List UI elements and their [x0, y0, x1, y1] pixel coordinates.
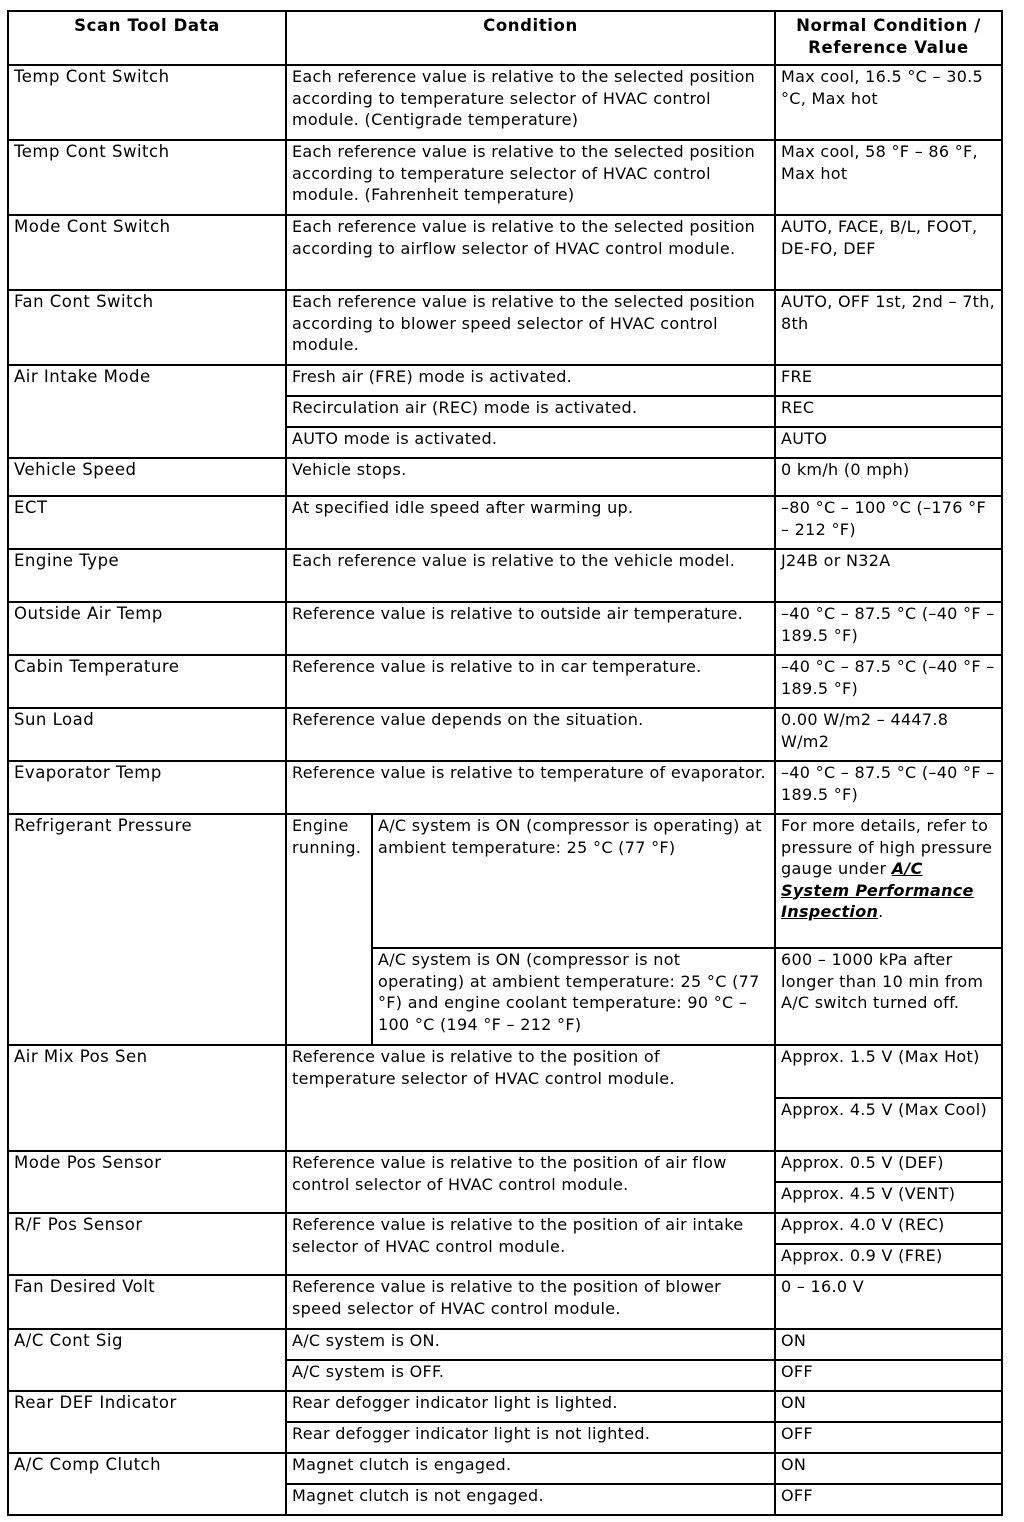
condition-cell: A/C system is OFF.	[286, 1360, 775, 1391]
param-cell: R/F Pos Sensor	[8, 1213, 286, 1275]
header-condition: Condition	[286, 11, 775, 65]
param-cell: A/C Comp Clutch	[8, 1453, 286, 1515]
value-cell: REC	[775, 396, 1002, 427]
condition-cell: Magnet clutch is not engaged.	[286, 1484, 775, 1515]
value-cell: ON	[775, 1453, 1002, 1484]
condition-cell: Magnet clutch is engaged.	[286, 1453, 775, 1484]
param-cell: Engine Type	[8, 549, 286, 602]
table-row	[8, 761, 1002, 814]
value-cell: ON	[775, 1329, 1002, 1360]
condition-cell: Rear defogger indicator light is not lighted.	[286, 1422, 775, 1453]
param-cell: ECT	[8, 496, 286, 549]
param-cell: Outside Air Temp	[8, 602, 286, 655]
table-row	[8, 708, 1002, 761]
condition-cell: Each reference value is relative to the selected position according to airflow selector of HVAC control module.	[286, 215, 775, 290]
condition-cell: Each reference value is relative to the vehicle model.	[286, 549, 775, 602]
condition-cell: Reference value is relative to the position of air intake selector of HVAC control module.	[286, 1213, 775, 1275]
sub-condition-cell: Engine running.	[286, 814, 372, 1045]
condition-cell: Reference value is relative to in car temperature.	[286, 655, 775, 708]
condition-cell: Reference value is relative to the position of blower speed selector of HVAC control module.	[286, 1275, 775, 1329]
table-row	[8, 458, 1002, 496]
condition-cell: Recirculation air (REC) mode is activated.	[286, 396, 775, 427]
value-cell: ON	[775, 1391, 1002, 1422]
value-cell: FRE	[775, 365, 1002, 396]
header-normal-condition: Normal Condition / Reference Value	[775, 11, 1002, 65]
value-period: .	[878, 902, 884, 921]
param-cell: Vehicle Speed	[8, 458, 286, 496]
param-cell: Fan Desired Volt	[8, 1275, 286, 1329]
value-cell: Approx. 4.0 V (REC)	[775, 1213, 1002, 1244]
condition-cell: Reference value is relative to the position of temperature selector of HVAC control module.	[286, 1045, 775, 1151]
table-row	[8, 549, 1002, 602]
condition-cell: Reference value is relative to outside air temperature.	[286, 602, 775, 655]
table-row	[8, 65, 1002, 140]
param-cell: Refrigerant Pressure	[8, 814, 286, 1045]
condition-cell: Rear defogger indicator light is lighted.	[286, 1391, 775, 1422]
value-cell: 0.00 W/m2 – 4447.8 W/m2	[775, 708, 1002, 761]
value-cell: –40 °C – 87.5 °C (–40 °F – 189.5 °F)	[775, 655, 1002, 708]
param-cell: Fan Cont Switch	[8, 290, 286, 365]
table-row	[8, 814, 1002, 948]
spec-table	[7, 10, 1003, 1516]
param-cell: A/C Cont Sig	[8, 1329, 286, 1391]
value-cell: Approx. 4.5 V (Max Cool)	[775, 1098, 1002, 1151]
param-cell: Rear DEF Indicator	[8, 1391, 286, 1453]
value-cell: Approx. 1.5 V (Max Hot)	[775, 1045, 1002, 1098]
table-row	[8, 1453, 1002, 1484]
table-row	[8, 1275, 1002, 1329]
param-cell: Sun Load	[8, 708, 286, 761]
table-row	[8, 140, 1002, 215]
value-cell: Approx. 0.9 V (FRE)	[775, 1244, 1002, 1275]
param-cell: Air Intake Mode	[8, 365, 286, 458]
table-row	[8, 655, 1002, 708]
table-row	[8, 1391, 1002, 1422]
header-scan-tool-data: Scan Tool Data	[8, 11, 286, 65]
condition-cell: Reference value is relative to the position of air flow control selector of HVAC control module.	[286, 1151, 775, 1213]
value-cell	[775, 814, 1002, 948]
param-cell: Mode Cont Switch	[8, 215, 286, 290]
value-cell: AUTO	[775, 427, 1002, 458]
value-cell: OFF	[775, 1422, 1002, 1453]
table-row	[8, 1213, 1002, 1244]
condition-cell: A/C system is ON.	[286, 1329, 775, 1360]
table-row	[8, 1151, 1002, 1182]
value-cell: 600 – 1000 kPa after longer than 10 min from A/C switch turned off.	[775, 948, 1002, 1045]
value-cell: Max cool, 58 °F – 86 °F, Max hot	[775, 140, 1002, 215]
value-cell: J24B or N32A	[775, 549, 1002, 602]
condition-cell: Each reference value is relative to the selected position according to temperature selector of HVAC control module. (Fahrenheit temperature)	[286, 140, 775, 215]
condition-cell: Reference value depends on the situation.	[286, 708, 775, 761]
value-cell: AUTO, FACE, B/L, FOOT, DE-FO, DEF	[775, 215, 1002, 290]
value-cell: –40 °C – 87.5 °C (–40 °F – 189.5 °F)	[775, 761, 1002, 814]
value-cell: Approx. 0.5 V (DEF)	[775, 1151, 1002, 1182]
param-cell: Cabin Temperature	[8, 655, 286, 708]
condition-cell: A/C system is ON (compressor is operating) at ambient temperature: 25 °C (77 °F)	[372, 814, 775, 948]
param-cell: Mode Pos Sensor	[8, 1151, 286, 1213]
param-cell: Temp Cont Switch	[8, 65, 286, 140]
performance-inspection-link[interactable]: A/C System Performance Inspection	[781, 859, 974, 921]
table-row	[8, 1045, 1002, 1098]
condition-cell: Vehicle stops.	[286, 458, 775, 496]
condition-cell: At specified idle speed after warming up.	[286, 496, 775, 549]
table-row	[8, 496, 1002, 549]
param-cell: Evaporator Temp	[8, 761, 286, 814]
value-text: For more details, refer to pressure of high pressure gauge under	[781, 816, 993, 878]
condition-cell: Each reference value is relative to the selected position according to blower speed selector of HVAC control module.	[286, 290, 775, 365]
condition-cell: Reference value is relative to temperature of evaporator.	[286, 761, 775, 814]
value-cell: Approx. 4.5 V (VENT)	[775, 1182, 1002, 1213]
condition-cell: AUTO mode is activated.	[286, 427, 775, 458]
table-row	[8, 602, 1002, 655]
condition-cell: A/C system is ON (compressor is not operating) at ambient temperature: 25 °C (77 °F) and engine coolant temperature: 90 °C – 100 °C (194 °F – 212 °F)	[372, 948, 775, 1045]
value-cell: –40 °C – 87.5 °C (–40 °F – 189.5 °F)	[775, 602, 1002, 655]
table-row	[8, 290, 1002, 365]
value-cell: –80 °C – 100 °C (–176 °F – 212 °F)	[775, 496, 1002, 549]
value-cell: OFF	[775, 1360, 1002, 1391]
condition-cell: Each reference value is relative to the selected position according to temperature selector of HVAC control module. (Centigrade temperature)	[286, 65, 775, 140]
value-cell: OFF	[775, 1484, 1002, 1515]
param-cell: Temp Cont Switch	[8, 140, 286, 215]
scan-tool-reference-table	[7, 10, 1001, 1516]
table-row	[8, 365, 1002, 396]
value-cell: 0 – 16.0 V	[775, 1275, 1002, 1329]
value-cell: 0 km/h (0 mph)	[775, 458, 1002, 496]
value-cell: AUTO, OFF 1st, 2nd – 7th, 8th	[775, 290, 1002, 365]
table-row	[8, 215, 1002, 290]
condition-cell: Fresh air (FRE) mode is activated.	[286, 365, 775, 396]
value-cell: Max cool, 16.5 °C – 30.5 °C, Max hot	[775, 65, 1002, 140]
header-row	[8, 11, 1002, 65]
param-cell: Air Mix Pos Sen	[8, 1045, 286, 1151]
table-row	[8, 1329, 1002, 1360]
